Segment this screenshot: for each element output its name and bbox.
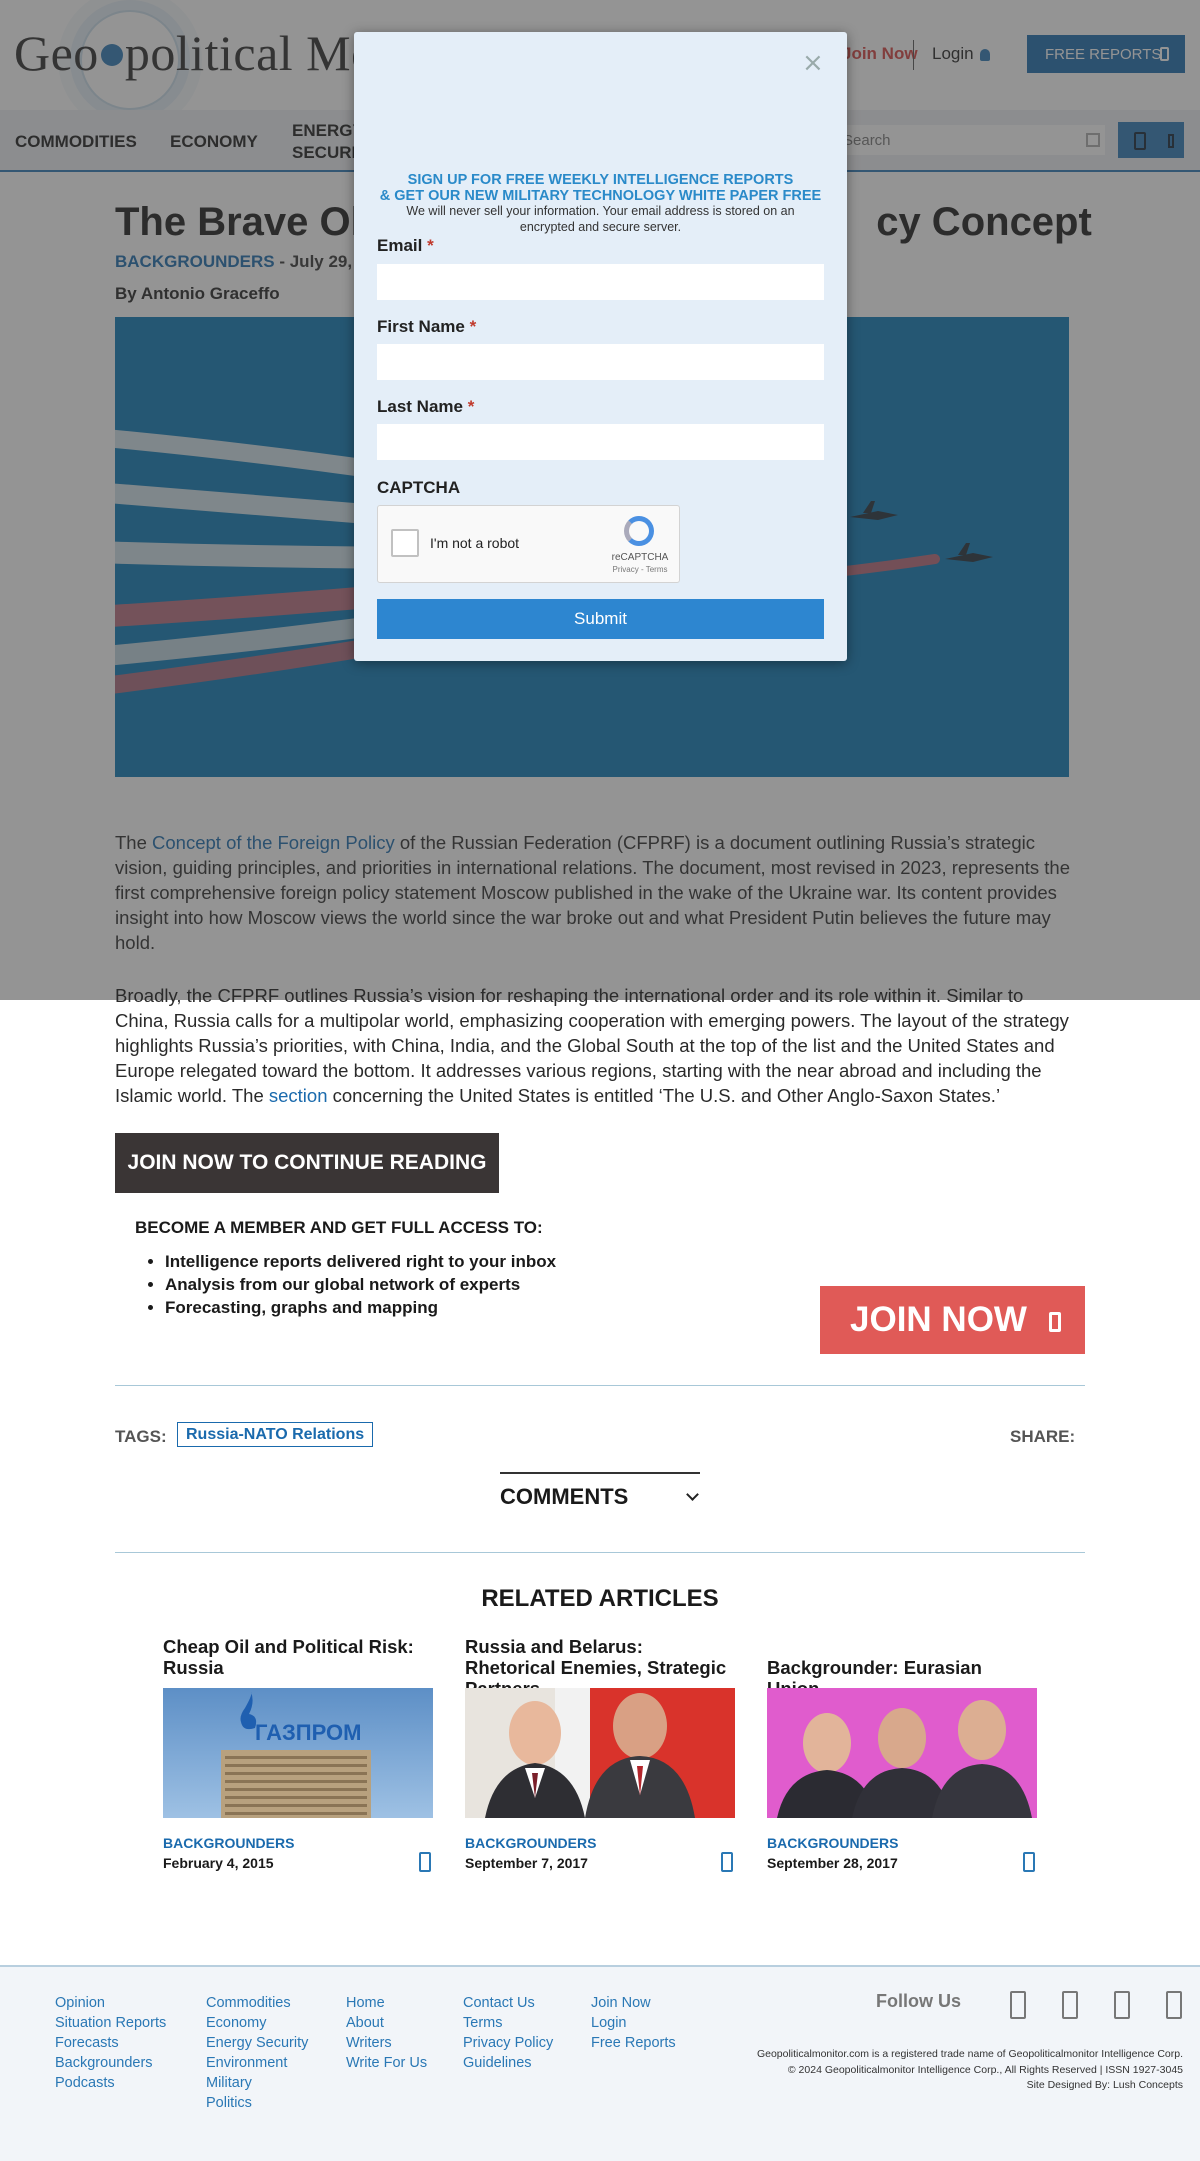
captcha-label: CAPTCHA [377,478,461,497]
footer-link[interactable]: Write For Us [346,2055,428,2071]
footer-column-1 [55,1993,166,2093]
recaptcha-label: reCAPTCHA [611,552,669,563]
list-item: • Forecasting, graphs and mapping [165,1296,556,1319]
legal-text [757,2047,1183,2094]
related-article-title[interactable]: Backgrounder: Eurasian [767,1657,982,1678]
footer-link[interactable]: Writers [346,2035,392,2051]
related-articles-title: RELATED ARTICLES [481,1585,719,1612]
site-footer [0,1965,1200,2161]
last-name-field[interactable] [377,424,824,460]
footer-column-4 [463,1993,553,2073]
bookmark-icon[interactable] [1023,1852,1035,1872]
footer-link[interactable]: Economy [206,2015,267,2031]
join-to-continue-button[interactable]: JOIN NOW TO CONTINUE READING [115,1133,499,1193]
footer-link[interactable]: Join Now [591,1995,651,2011]
related-article-category[interactable]: BACKGROUNDERS [465,1835,597,1851]
designer-credit-link[interactable]: Site Designed By: Lush Concepts [1026,2079,1183,2091]
comments-label: COMMENTS [500,1484,629,1509]
twitter-icon[interactable] [1062,1991,1078,2019]
related-article-date: February 4, 2015 [163,1855,274,1871]
not-robot-label: I'm not a robot [430,535,520,551]
recaptcha-privacy-terms-link[interactable]: Privacy - Terms [612,565,668,574]
footer-link[interactable]: Opinion [55,1995,105,2011]
footer-link[interactable]: Forecasts [55,2035,119,2051]
bookmark-icon[interactable] [721,1852,733,1872]
member-benefits-list [165,1250,556,1319]
gazprom-building-image[interactable] [163,1688,433,1818]
related-article-title[interactable]: Cheap Oil and Political Risk: Russia [163,1636,414,1678]
close-icon[interactable]: × [802,48,824,78]
facebook-icon[interactable] [1010,1991,1026,2019]
first-name-label [377,317,476,337]
required-mark: * [467,397,475,416]
footer-link[interactable]: Podcasts [55,2075,115,2091]
footer-link[interactable]: About [346,2015,384,2031]
gazprom-photo [163,1688,433,1818]
legal-line-2: © 2024 Geopoliticalmonitor Intelligence Corp., All Rights Reserved | ISSN 1927-3045 [787,2063,1183,2076]
footer-link[interactable]: Login [591,2015,627,2031]
eurasian-union-leaders-image[interactable] [767,1688,1037,1818]
footer-link[interactable]: Energy Security [206,2035,309,2051]
bookmark-icon [1049,1312,1061,1332]
recaptcha-widget [377,505,680,583]
join-now-label: JOIN NOW [850,1300,1027,1339]
related-article-category[interactable]: BACKGROUNDERS [767,1835,899,1851]
chevron-down-icon [686,1488,699,1501]
divider [115,1552,1085,1553]
list-item: • Intelligence reports delivered right to your inbox [165,1250,556,1273]
linkedin-icon[interactable] [1114,1991,1130,2019]
leaders-photo-1 [465,1688,735,1818]
footer-link[interactable]: Terms [463,2015,503,2031]
tags-label: TAGS: [115,1427,167,1446]
recaptcha-logo-icon [624,516,654,546]
comments-toggle[interactable] [500,1472,700,1512]
footer-link[interactable]: Privacy Policy [463,2035,554,2051]
recaptcha-branding [610,552,670,576]
first-name-label-text: First Name [377,317,465,336]
gazprom-sign-text: ГАЗПРОМ [255,1720,362,1745]
rss-icon[interactable] [1166,1991,1182,2019]
footer-link[interactable]: Commodities [206,1995,291,2011]
footer-column-5 [591,1993,676,2053]
email-field[interactable] [377,264,824,300]
footer-column-2 [206,1993,308,2113]
legal-line-1: Geopoliticalmonitor.com is a registered trade name of Geopoliticalmonitor Intelligence Corp. [756,2048,1183,2060]
signup-modal [354,32,847,661]
divider [115,1385,1085,1386]
modal-heading-line1: SIGN UP FOR FREE WEEKLY INTELLIGENCE REPORTS [407,172,794,188]
tag-russia-nato-relations[interactable]: Russia-NATO Relations [177,1422,373,1447]
footer-link[interactable]: Contact Us [463,1995,535,2011]
p2-pre: Broadly, the CFPRF outlines Russia’s vision for reshaping the international order and its role within it. Similar to China, Russia calls for a multipolar world, emphasizing cooperation with emerging powers. The layout of the strategy highlights Russia’s priorities, with China, India, and the Global South at the top of the list and the United States and Europe relegated toward the bottom. It addresses various regions, starting with the near abroad and including the Islamic world. The [115,985,1069,1106]
section-link[interactable]: section [268,1085,328,1106]
modal-heading-line2: & GET OUR NEW MILITARY TECHNOLOGY WHITE PAPER FREE [379,188,822,204]
join-now-big-button[interactable] [820,1286,1085,1354]
leaders-photo-2 [767,1688,1037,1818]
last-name-label [377,397,474,417]
footer-link[interactable]: Backgrounders [55,2055,153,2071]
footer-link[interactable]: Environment [206,2055,288,2071]
follow-us-label: Follow Us [876,1991,961,2011]
modal-privacy-note: We will never sell your information. Your email address is stored on an encrypted and secure server. [406,204,795,234]
submit-button[interactable]: Submit [377,599,824,639]
not-robot-checkbox[interactable] [391,529,419,557]
footer-link[interactable]: Situation Reports [55,2015,167,2031]
list-item: • Analysis from our global network of experts [165,1273,556,1296]
footer-link[interactable]: Politics [206,2095,252,2111]
footer-column-3 [346,1993,427,2073]
footer-link[interactable]: Home [346,1995,385,2011]
related-article-date: September 28, 2017 [767,1855,898,1871]
related-article-date: September 7, 2017 [465,1855,588,1871]
p2-post: concerning the United States is entitled ‘The U.S. and Other Anglo-Saxon States.’ [327,1085,1001,1106]
bookmark-icon[interactable] [419,1852,431,1872]
related-article-category[interactable]: BACKGROUNDERS [163,1835,295,1851]
share-label: SHARE: [1010,1427,1076,1446]
first-name-field[interactable] [377,344,824,380]
member-heading: BECOME A MEMBER AND GET FULL ACCESS TO: [135,1218,543,1237]
footer-link[interactable]: Free Reports [591,2035,676,2051]
required-mark: * [469,317,477,336]
article-paragraph-2 [115,983,1075,1108]
footer-link[interactable]: Guidelines [463,2055,532,2071]
modal-heading [354,172,847,204]
last-name-label-text: Last Name [377,397,463,416]
putin-lukashenko-image[interactable] [465,1688,735,1818]
email-label [377,236,434,256]
related-article-title[interactable]: Russia and Belarus: Rhetorical Enemies, Strategic [465,1636,727,1678]
required-mark: * [427,236,434,255]
email-label-text: Email [377,236,423,255]
footer-link[interactable]: Military [206,2075,252,2091]
